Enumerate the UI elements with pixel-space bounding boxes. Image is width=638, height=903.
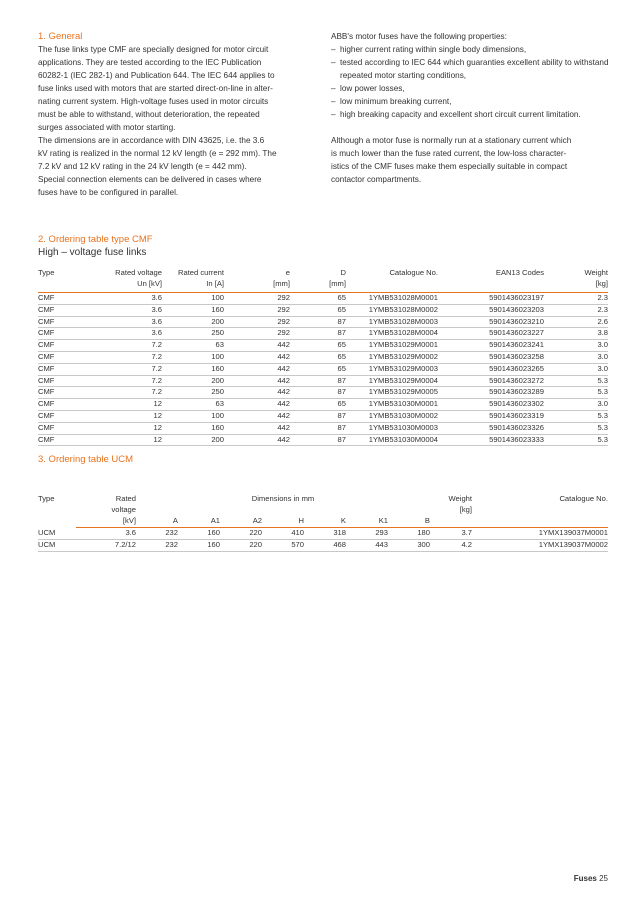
ucm-col-k1: K1 (346, 515, 388, 528)
ucm-col-rated-2: voltage (111, 505, 136, 514)
table-cell: 200 (162, 316, 224, 328)
general-section (38, 30, 320, 199)
table-cell: 5901436023203 (438, 304, 544, 316)
table-cell: 12 (90, 410, 162, 422)
table-row (38, 434, 608, 446)
cmf-ordering-table (38, 267, 608, 446)
properties-paragraph (331, 134, 611, 186)
table-cell: CMF (38, 410, 90, 422)
table-cell: 63 (162, 340, 224, 352)
page-number: 25 (599, 874, 608, 883)
table-cell: 2.6 (544, 316, 608, 328)
general-body (38, 43, 320, 199)
properties-paragraph-line: istics of the CMF fuses make them especially suitable in compact (331, 162, 568, 171)
properties-paragraph-line: contactor compartments. (331, 175, 422, 184)
general-line: kV rating is realized in the normal 12 kV length (e = 292 mm). The (38, 149, 277, 158)
table-cell: CMF (38, 351, 90, 363)
table-cell: 3.6 (90, 293, 162, 305)
table-cell: 1YMB531028M0003 (346, 316, 438, 328)
ucm-col-weight-unit: [kg] (459, 505, 472, 514)
table-cell: 7.2 (90, 340, 162, 352)
table-cell: 3.6 (76, 528, 136, 540)
table-cell: 7.2 (90, 375, 162, 387)
table-cell: 442 (224, 375, 290, 387)
table-cell: 3.0 (544, 363, 608, 375)
table-cell: 4.2 (430, 539, 472, 551)
cmf-col-voltage: Rated voltage Un [kV] (90, 267, 162, 293)
cmf-col-e: e [mm] (224, 267, 290, 293)
table-cell: 443 (346, 539, 388, 551)
table-cell: 293 (346, 528, 388, 540)
table-cell: 12 (90, 422, 162, 434)
ucm-header-row-3 (38, 515, 608, 528)
table-cell: 63 (162, 399, 224, 411)
general-line: Special connection elements can be delivered in cases where (38, 175, 262, 184)
properties-paragraph-line: is much lower than the fuse rated current, the low-loss character- (331, 149, 567, 158)
table-cell: 5901436023319 (438, 410, 544, 422)
general-line: 7.2 kV and 12 kV rating in the 24 kV length (e = 442 mm). (38, 162, 247, 171)
table-cell: 1YMB531028M0002 (346, 304, 438, 316)
ucm-title: 3. Ordering table UCM (38, 454, 134, 465)
table-cell: 65 (290, 351, 346, 363)
table-cell: 160 (178, 539, 220, 551)
page-footer (540, 874, 608, 883)
table-cell: 200 (162, 375, 224, 387)
table-cell: 87 (290, 410, 346, 422)
ucm-col-h: H (262, 515, 304, 528)
cmf-col-type: Type (38, 267, 90, 293)
table-cell: 12 (90, 434, 162, 446)
table-cell: 1YMB531028M0001 (346, 293, 438, 305)
table-cell: 1YMB531029M0004 (346, 375, 438, 387)
table-cell: UCM (38, 528, 76, 540)
table-cell: 7.2/12 (76, 539, 136, 551)
table-cell: 5901436023197 (438, 293, 544, 305)
table-cell: 100 (162, 351, 224, 363)
table-cell: 1YMX139037M0002 (472, 539, 608, 551)
table-cell: 1YMB531028M0004 (346, 328, 438, 340)
cmf-header-row (38, 267, 608, 293)
ucm-col-rated-unit: [kV] (76, 515, 136, 528)
table-cell: 160 (162, 422, 224, 434)
table-cell: 5.3 (544, 434, 608, 446)
table-cell: 7.2 (90, 387, 162, 399)
table-cell: 87 (290, 387, 346, 399)
table-row (38, 387, 608, 399)
general-line: nating current system. High-voltage fuses used in motor circuits (38, 97, 269, 106)
table-row (38, 422, 608, 434)
table-cell: 87 (290, 434, 346, 446)
table-cell: 1YMB531029M0005 (346, 387, 438, 399)
properties-section (331, 30, 611, 186)
table-cell: 232 (136, 528, 178, 540)
table-row (38, 528, 608, 540)
table-cell: 220 (220, 539, 262, 551)
table-cell: 442 (224, 363, 290, 375)
table-cell: 1YMB531029M0002 (346, 351, 438, 363)
table-cell: 7.2 (90, 351, 162, 363)
table-cell: 1YMB531030M0002 (346, 410, 438, 422)
table-cell: 180 (388, 528, 430, 540)
ucm-col-k: K (304, 515, 346, 528)
general-title: 1. General (38, 31, 83, 42)
table-row (38, 328, 608, 340)
table-cell: CMF (38, 316, 90, 328)
table-cell: 1YMB531029M0003 (346, 363, 438, 375)
ucm-header-row-2 (38, 504, 608, 515)
table-cell: CMF (38, 340, 90, 352)
table-cell: 2.3 (544, 293, 608, 305)
table-cell: 1YMB531030M0004 (346, 434, 438, 446)
table-cell: 12 (90, 399, 162, 411)
table-cell: 5901436023289 (438, 387, 544, 399)
ucm-header-row-1 (38, 493, 608, 504)
table-cell: 442 (224, 340, 290, 352)
table-cell: 442 (224, 422, 290, 434)
table-row (38, 316, 608, 328)
general-line: The fuse links type CMF are specially designed for motor circuit (38, 45, 269, 54)
table-cell: CMF (38, 293, 90, 305)
general-line: 60282-1 (IEC 282-1) and Publication 644. The IEC 644 applies to (38, 71, 275, 80)
table-cell: CMF (38, 304, 90, 316)
ucm-col-type: Type (38, 494, 55, 503)
table-cell: 3.6 (90, 316, 162, 328)
ucm-heading (38, 453, 608, 466)
cmf-title: 2. Ordering table type CMF (38, 234, 153, 245)
table-cell: 5901436023326 (438, 422, 544, 434)
cmf-col-weight: Weight [kg] (544, 267, 608, 293)
table-row (38, 363, 608, 375)
table-cell: 65 (290, 399, 346, 411)
table-cell: 65 (290, 363, 346, 375)
ucm-col-a2: A2 (220, 515, 262, 528)
table-cell: 5901436023333 (438, 434, 544, 446)
table-cell: CMF (38, 387, 90, 399)
table-cell: 3.8 (544, 328, 608, 340)
ucm-col-catalogue: Catalogue No. (559, 494, 608, 503)
ucm-ordering-table (38, 493, 608, 552)
table-cell: 292 (224, 304, 290, 316)
general-line: must be able to withstand, without deterioration, the repeated (38, 110, 260, 119)
table-cell: 1YMB531030M0001 (346, 399, 438, 411)
table-cell: 3.7 (430, 528, 472, 540)
table-cell: CMF (38, 422, 90, 434)
properties-list-item: – high breaking capacity and excellent short circuit current limitation. (331, 110, 581, 119)
table-cell: 160 (162, 304, 224, 316)
table-cell: 292 (224, 293, 290, 305)
table-cell: 3.0 (544, 399, 608, 411)
general-line: fuse links used with motors that are started direct-on-line in alter- (38, 84, 273, 93)
table-cell: 5.3 (544, 375, 608, 387)
table-cell: 410 (262, 528, 304, 540)
table-cell: 160 (162, 363, 224, 375)
cmf-heading (38, 233, 608, 260)
table-cell: CMF (38, 375, 90, 387)
table-cell: 1YMB531030M0003 (346, 422, 438, 434)
table-cell: 5901436023241 (438, 340, 544, 352)
cmf-col-catalogue: Catalogue No. (346, 267, 438, 293)
table-row (38, 351, 608, 363)
table-cell: 87 (290, 316, 346, 328)
properties-paragraph-line: Although a motor fuse is normally run at a stationary current which (331, 136, 572, 145)
table-cell: CMF (38, 363, 90, 375)
table-cell: 442 (224, 434, 290, 446)
general-line: fuses have to be configured in parallel. (38, 188, 179, 197)
properties-list-item: – higher current rating within single body dimensions, (331, 45, 527, 54)
table-cell: 5901436023265 (438, 363, 544, 375)
table-cell: 200 (162, 434, 224, 446)
table-row (38, 399, 608, 411)
ucm-col-rated: Rated (115, 494, 136, 503)
table-cell: 5901436023302 (438, 399, 544, 411)
table-cell: 250 (162, 328, 224, 340)
properties-list-item: – low power losses, (331, 84, 405, 93)
cmf-subtitle: High – voltage fuse links (38, 247, 147, 258)
table-cell: 2.3 (544, 304, 608, 316)
table-row (38, 410, 608, 422)
table-cell: 3.6 (90, 304, 162, 316)
table-row (38, 304, 608, 316)
table-cell: CMF (38, 399, 90, 411)
table-cell: 442 (224, 399, 290, 411)
ucm-col-weight: Weight (448, 494, 472, 503)
general-line: applications. They are tested according to the IEC Publication (38, 58, 262, 67)
table-cell: 468 (304, 539, 346, 551)
properties-intro: ABB's motor fuses have the following properties: (331, 32, 507, 41)
table-cell: 5.3 (544, 410, 608, 422)
table-cell: 5901436023210 (438, 316, 544, 328)
properties-list-item: – low minimum breaking current, (331, 97, 452, 106)
ucm-col-a1: A1 (178, 515, 220, 528)
table-cell: 442 (224, 351, 290, 363)
table-cell: 5.3 (544, 422, 608, 434)
cmf-col-ean: EAN13 Codes (438, 267, 544, 293)
table-cell: 1YMX139037M0001 (472, 528, 608, 540)
general-line: The dimensions are in accordance with DIN 43625, i.e. the 3.6 (38, 136, 265, 145)
table-cell: 5.3 (544, 387, 608, 399)
table-cell: 292 (224, 328, 290, 340)
table-cell: 292 (224, 316, 290, 328)
table-cell: 300 (388, 539, 430, 551)
table-cell: 3.0 (544, 351, 608, 363)
table-cell: CMF (38, 434, 90, 446)
table-cell: 87 (290, 328, 346, 340)
table-row (38, 340, 608, 352)
table-cell: 570 (262, 539, 304, 551)
table-cell: 3.0 (544, 340, 608, 352)
table-cell: 3.6 (90, 328, 162, 340)
ucm-col-a: A (136, 515, 178, 528)
table-cell: 442 (224, 410, 290, 422)
table-cell: 1YMB531029M0001 (346, 340, 438, 352)
table-row (38, 375, 608, 387)
table-cell: 65 (290, 304, 346, 316)
cmf-col-d: D [mm] (290, 267, 346, 293)
table-cell: 250 (162, 387, 224, 399)
table-cell: 65 (290, 293, 346, 305)
table-cell: 7.2 (90, 363, 162, 375)
table-cell: 5901436023258 (438, 351, 544, 363)
table-cell: 87 (290, 422, 346, 434)
table-cell: 160 (178, 528, 220, 540)
table-cell: 65 (290, 340, 346, 352)
cmf-col-current: Rated current In [A] (162, 267, 224, 293)
properties-list-item: – tested according to IEC 644 which guaranties excellent ability to withstand repeated motor starting conditions, (331, 58, 609, 80)
table-cell: 5901436023227 (438, 328, 544, 340)
table-row (38, 293, 608, 305)
ucm-col-b: B (388, 515, 430, 528)
properties-list (331, 43, 611, 121)
table-row (38, 539, 608, 551)
table-cell: 220 (220, 528, 262, 540)
general-line: surges associated with motor starting. (38, 123, 176, 132)
table-cell: UCM (38, 539, 76, 551)
table-cell: 100 (162, 293, 224, 305)
table-cell: 100 (162, 410, 224, 422)
footer-label: Fuses (573, 874, 597, 883)
table-cell: CMF (38, 328, 90, 340)
table-cell: 87 (290, 375, 346, 387)
table-cell: 318 (304, 528, 346, 540)
ucm-col-dimensions: Dimensions in mm (251, 494, 315, 503)
table-cell: 232 (136, 539, 178, 551)
table-cell: 5901436023272 (438, 375, 544, 387)
table-cell: 442 (224, 387, 290, 399)
